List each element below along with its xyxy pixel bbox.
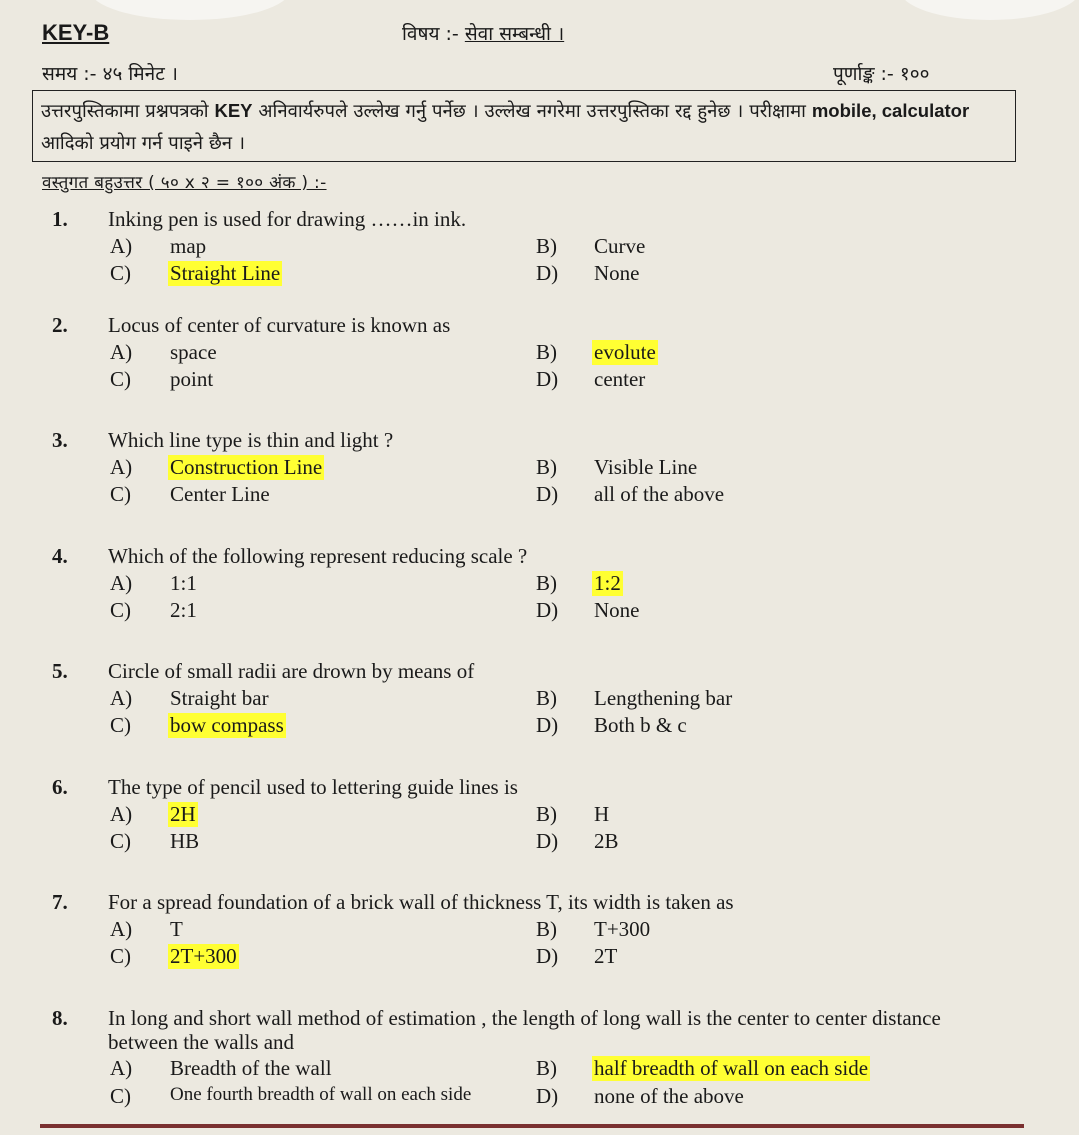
option-label: C): [110, 944, 131, 968]
notice-part-1: उत्तरपुस्तिकामा प्रश्नपत्रको: [41, 101, 215, 122]
option-label: B): [536, 571, 557, 595]
option-label: A): [110, 802, 133, 826]
option-label: B): [536, 802, 557, 826]
option-text: Lengthening bar: [594, 686, 733, 710]
option-label: C): [110, 713, 131, 737]
question-number: 2.: [52, 313, 68, 337]
question-stem: Inking pen is used for drawing ……in ink.: [108, 207, 467, 231]
question-stem: The type of pencil used to lettering guide lines is: [108, 775, 518, 799]
option-text: Center Line: [170, 482, 270, 506]
question-number: 8.: [52, 1006, 68, 1030]
option-label: C): [110, 367, 131, 391]
option-label: C): [110, 261, 131, 285]
option-label: C): [110, 598, 131, 622]
option-label: B): [536, 234, 557, 258]
question-number: 3.: [52, 428, 68, 452]
option-label: C): [110, 482, 131, 506]
option-label: D): [536, 482, 559, 506]
option-text: T+300: [594, 917, 651, 941]
option-text: HB: [170, 829, 200, 853]
notice-part-2: अनिवार्यरुपले उल्लेख गर्नु पर्नेछ । उल्लेख नगरेमा उत्तरपुस्तिका रद्द हुनेछ । परीक्षामा: [252, 101, 812, 122]
option-text: center: [594, 367, 646, 391]
option-label: A): [110, 571, 133, 595]
option-text: 2T: [594, 944, 618, 968]
option-text: Visible Line: [594, 455, 698, 479]
section-title: वस्तुगत बहुउत्तर ( ५० x २ = १०० अंक ) :-: [42, 173, 327, 193]
option-label: B): [536, 340, 557, 364]
option-text: Both b & c: [594, 713, 687, 737]
option-text: Breadth of the wall: [170, 1056, 332, 1080]
option-label: B): [536, 455, 557, 479]
option-label: A): [110, 917, 133, 941]
answer-highlight: 2T+300: [170, 944, 237, 968]
notice-key-word: KEY: [214, 100, 253, 121]
question-number: 6.: [52, 775, 68, 799]
bottom-divider: [40, 1124, 1024, 1128]
option-label: D): [536, 1084, 559, 1108]
question-stem: Locus of center of curvature is known as: [108, 313, 451, 337]
option-label: B): [536, 917, 557, 941]
subject-value: सेवा सम्बन्धी ।: [464, 23, 565, 45]
subject-line: [402, 20, 564, 46]
option-text: space: [170, 340, 217, 364]
option-label: A): [110, 234, 133, 258]
option-label: D): [536, 598, 559, 622]
option-label: B): [536, 1056, 557, 1080]
answer-highlight: half breadth of wall on each side: [594, 1056, 869, 1080]
option-text: all of the above: [594, 482, 725, 506]
option-text: none of the above: [594, 1084, 744, 1108]
answer-highlight: bow compass: [170, 713, 284, 737]
option-text: One fourth breadth of wall on each side: [170, 1084, 472, 1105]
option-label: C): [110, 1084, 131, 1108]
option-text: None: [594, 261, 640, 285]
option-label: D): [536, 367, 559, 391]
option-text: Curve: [594, 234, 646, 258]
option-label: D): [536, 261, 559, 285]
option-text: point: [170, 367, 214, 391]
option-label: A): [110, 455, 133, 479]
question-stem: Circle of small radii are drown by means of: [108, 659, 475, 683]
option-text: 2B: [594, 829, 619, 853]
full-marks: पूर्णाङ्क :- १००: [833, 63, 930, 85]
option-label: A): [110, 1056, 133, 1080]
instructions-box: [32, 90, 1016, 162]
option-label: D): [536, 944, 559, 968]
answer-highlight: 2H: [170, 802, 196, 826]
question-number: 7.: [52, 890, 68, 914]
option-label: C): [110, 829, 131, 853]
answer-highlight: evolute: [594, 340, 656, 364]
question-stem: Which of the following represent reducing scale ?: [108, 544, 528, 568]
option-text: map: [170, 234, 207, 258]
notice-part-3: आदिको प्रयोग गर्न पाइने छैन ।: [41, 133, 245, 154]
option-label: D): [536, 829, 559, 853]
notice-devices: mobile, calculator: [811, 100, 970, 121]
option-text: T: [170, 917, 183, 941]
exam-time: समय :- ४५ मिनेट ।: [42, 63, 179, 85]
question-number: 4.: [52, 544, 68, 568]
option-text: 2:1: [170, 598, 197, 622]
question-number: 5.: [52, 659, 68, 683]
option-text: H: [594, 802, 610, 826]
option-label: D): [536, 713, 559, 737]
option-text: Straight bar: [170, 686, 269, 710]
answer-highlight: Straight Line: [170, 261, 281, 285]
question-number: 1.: [52, 207, 68, 231]
top-right-decoration: [900, 0, 1079, 20]
option-text: 1:1: [170, 571, 197, 595]
answer-highlight: 1:2: [594, 571, 621, 595]
subject-prefix: विषय :-: [402, 23, 465, 45]
answer-highlight: Construction Line: [170, 455, 323, 479]
question-stem: In long and short wall method of estimation , the length of long wall is the center to center distance between the walls and: [108, 1006, 941, 1054]
option-text: None: [594, 598, 640, 622]
question-stem: Which line type is thin and light ?: [108, 428, 394, 452]
top-left-decoration: [90, 0, 290, 20]
option-label: A): [110, 340, 133, 364]
option-label: A): [110, 686, 133, 710]
question-stem: For a spread foundation of a brick wall of thickness T, its width is taken as: [108, 890, 734, 914]
option-label: B): [536, 686, 557, 710]
key-label: KEY-B: [42, 20, 110, 45]
